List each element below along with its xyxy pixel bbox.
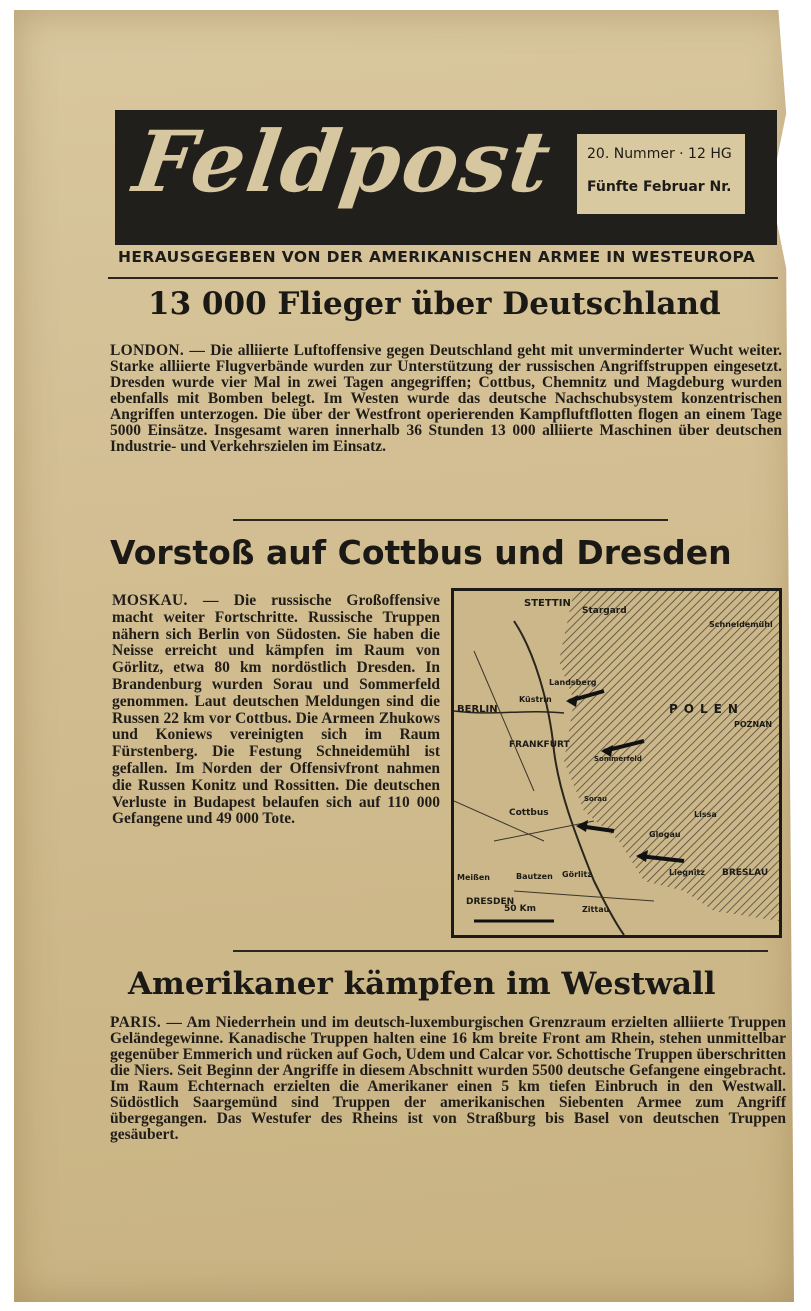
headline-cottbus-dresden: Vorstoß auf Cottbus und Dresden bbox=[110, 533, 732, 572]
article-body-westwall: Am Niederrhein und im deutsch-luxemburgischen Grenzraum erzielten alliierte Truppen Geländegewinne. Kanadische Truppen halten eine 16 km breite Front am Rhein, stehen unmittelbar gegenüber Emmerich und rücken auf Goch, Udem und Calcar vor. Schottische Truppen überschritten die Niers. Seit Beginn der Angriffe in diesem Abschnitt wurden 5500 deutsche Gefangene eingebracht. Im Raum Echternach erzielten die Amerikaner einen 5 km tiefen Einbruch in den Westwall. Südöstlich Saargemünd sind Truppen der amerikanischen Siebenten Armee zum Angriff übergegangen. Das Westufer des Rheins ist von Straßburg bis Basel von deutschen Truppen gesäubert. bbox=[110, 1014, 786, 1143]
divider-rule bbox=[233, 950, 768, 952]
publisher-line: HERAUSGEGEBEN VON DER AMERIKANISCHEN ARMEE IN WESTEUROPA bbox=[118, 248, 756, 266]
map-city-glogau: Glogau bbox=[649, 830, 681, 839]
map-city-cottbus: Cottbus bbox=[509, 808, 549, 818]
map-city-sommerfeld: Sommerfeld bbox=[594, 755, 642, 763]
map-city-lissa: Lissa bbox=[694, 810, 717, 819]
map-city-goerlitz: Görlitz bbox=[562, 870, 592, 879]
map-city-stargard: Stargard bbox=[582, 606, 627, 616]
map-city-poznan: POZNAN bbox=[734, 720, 773, 729]
issue-number: 20. Nummer · 12 HG bbox=[587, 146, 732, 162]
headline-westwall: Amerikaner kämpfen im Westwall bbox=[128, 966, 716, 1002]
map-city-berlin: BERLIN bbox=[457, 704, 498, 715]
map-city-bautzen: Bautzen bbox=[516, 872, 553, 881]
map-city-frankfurt: FRANKFURT bbox=[509, 740, 570, 750]
article-air-offensive bbox=[110, 343, 782, 455]
article-westwall bbox=[110, 1015, 786, 1143]
map-city-zittau: Zittau bbox=[582, 905, 610, 914]
dateline-moskau: MOSKAU. — bbox=[112, 592, 219, 609]
map-city-landsberg: Landsberg bbox=[549, 678, 597, 687]
map-city-liegnitz: Liegnitz bbox=[669, 868, 705, 877]
divider-rule bbox=[233, 519, 668, 521]
divider-rule bbox=[108, 277, 778, 279]
masthead-logo: Feldpost bbox=[128, 112, 559, 211]
map-city-breslau: BRESLAU bbox=[722, 868, 769, 878]
issue-date: Fünfte Februar Nr. bbox=[587, 179, 732, 195]
headline-air-offensive: 13 000 Flieger über Deutschland bbox=[148, 286, 721, 322]
dateline-paris: PARIS. — bbox=[110, 1014, 183, 1031]
front-map bbox=[451, 588, 782, 938]
issue-box bbox=[577, 134, 745, 214]
map-city-sorau: Sorau bbox=[584, 795, 608, 803]
map-city-schneidemuehl: Schneidemühl bbox=[709, 620, 773, 629]
masthead bbox=[115, 110, 777, 245]
map-city-meissen: Meißen bbox=[457, 873, 491, 882]
dateline-london: LONDON. — bbox=[110, 342, 206, 359]
map-city-stettin: STETTIN bbox=[524, 598, 571, 609]
article-body-cottbus-dresden: Die russische Großoffensive macht weiter Fortschritte. Russische Truppen nähern sich Berlin von Südosten. Sie haben die Neisse erreicht und kämpfen im Raum von Görlitz, etwa 80 km nordöstlich Dresden. In Brandenburg wurden Sorau und Sommerfeld genommen. Laut deutschen Meldungen sind die Russen 22 km vor Cottbus. Die Armeen Zhukows und Koniews vereinigten sich im Raum Fürstenberg. Die Festung Schneidemühl ist gefallen. Im Norden der Offensivfront nahmen die Russen Konitz und Rossitten. Die deutschen Verluste in Budapest belaufen sich auf 110 000 Gefangene und 49 000 Tote. bbox=[112, 592, 440, 828]
map-scale-label: 50 Km bbox=[504, 904, 537, 914]
article-cottbus-dresden bbox=[112, 593, 440, 828]
map-drawing bbox=[454, 591, 779, 935]
article-body-air-offensive: Die alliierte Luftoffensive gegen Deutschland geht mit unverminderter Wucht weiter. Starke alliierte Flugverbände wurden zur Unterstützung der russischen Angriffstruppen eingesetzt. Dresden wurde vier Mal in zwei Tagen angegriffen; Cottbus, Chemnitz und Magdeburg wurden ebenfalls mit Bomben belegt. Im Westen wurde das deutsche Nachschubsystem konzentrischen Angriffen unterzogen. Die über der Westfront operierenden Kampfluftflotten flogen an einem Tage 5000 Einsätze. Insgesamt waren innerhalb 36 Stunden 13 000 alliierte Maschinen über deutschen Industrie- und Verkehrszielen im Einsatz. bbox=[110, 342, 783, 455]
map-city-dresden: DRESDEN bbox=[466, 897, 515, 907]
map-country-polen: POLEN bbox=[669, 702, 744, 716]
map-city-kuestrin: Küstrin bbox=[519, 695, 552, 704]
